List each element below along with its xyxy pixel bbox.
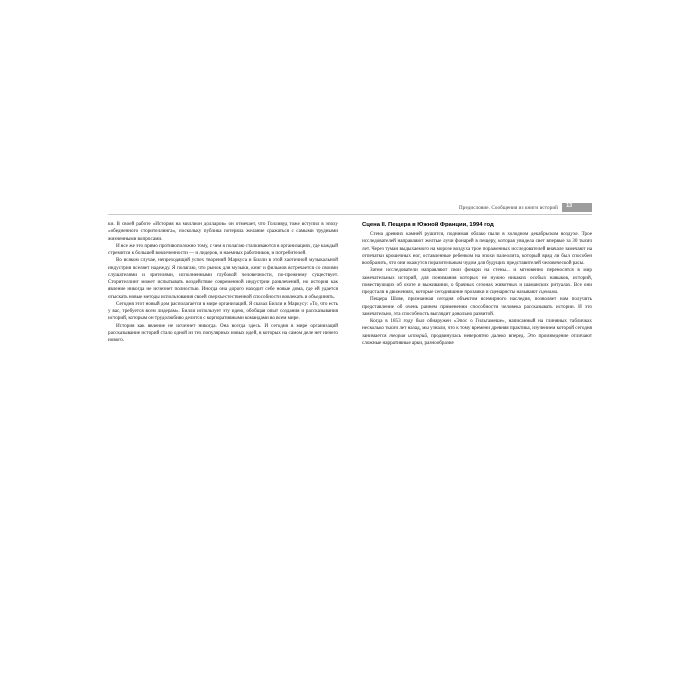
paragraph: Пещера Шове, признанная сегодня объектом всемирного наследия, позволяет нам получить представление об очень раннем применении способности человека рассказывать истории. И это замечательно, эта способность выглядит довольно развитой. [362, 296, 592, 317]
paragraph: Сегодня этот новый дом располагается в мире организаций. Я сказал Билли и Маркусу: «То, что есть у вас, требуется всем лидерам». Билли использует эту идею, обобщая опыт создания и рассказывания историй, которым он трудолюбиво делится с корпоративными командами во всем мире. [108, 300, 338, 322]
paragraph: История как явление не исчезнет никогда. Она всегда здесь. И сегодня в мире организаций рассказывание историй стало одной из тех популярных новых идей, в которых на самом деле нет ничего нового. [108, 322, 338, 343]
right-column [362, 221, 592, 347]
running-head: Предисловие. Сообщения из книги историй [459, 205, 558, 211]
paragraph: Затем исследователи направляют свои фонари на стены... и мгновенно переносятся в мир замечательных историй, для понимания которых не нужно никаких особых навыков, историй, повествующих об охоте и выживании, о брачных сезонах животных и шаманских ритуалах. Все они предстали в движениях, которые сегодняшние прозаики и сценаристы называют сценами. [362, 267, 592, 295]
paragraph: Во всяком случае, непреходящий успех творений Маркуса и Билли в этой хаотичной музыкальной индустрии вселяет надежду. Я полагаю, что рынок для музыки, книг и фильмов встречается со своими слушателями и зрителями, исполненными глубокой человечности, по-прежнему существует. Сторителлинг может испытывать воздействие современной индустрии развлечений, но история как явление никогда не исчезнет полностью. Иногда она дорого находит себе новые дома, где ей удается отыскать новые методы использования своей сверхъестественной способности вовлекать и объединять. [108, 257, 338, 300]
paragraph: И все же это прямо противоположно тому, с чем я полагаю сталкиваются в организациях, где каждый стремится к большей вовлеченности — и лидеров, и наемных работников, и потребителей. [108, 242, 338, 256]
page-number: 13 [566, 202, 572, 209]
header-rule [108, 214, 592, 215]
text-columns [108, 221, 592, 347]
paragraph: Когда в 1853 году был обнаружен «Эпос о Гильгамеше», написанный на глиняных табличках несколько тысяч лет назад, мы узнали, что к тому времени древняя практика, изучением которой сегодня занимается теория историй, продвинулась невероятно далеко вперед. Это произведение отличают сложные нарративные арки, разнообразие [362, 318, 592, 346]
left-column [108, 221, 338, 347]
paragraph: ки. В своей работе «История на миллион долларов» он отмечает, что Голливуд тоже вступил в эпоху «обедненного сторителлинга», поскольку публика потеряла желание сражаться с самыми трудными жизненными вопросами. [108, 221, 338, 242]
scene-heading: Сцена II. Пещера в Южной Франции, 1994 год [362, 222, 494, 228]
paragraph: Стена древних камней рушится, поднимая облако пыли в холодном декабрьском воздухе. Трое исследователей направляют желтые лучи фонарей в пещеру, которая увидела свет впервые за 30 тысяч лет. Через туман выдыхаемого на морозе воздуха трое пораженных исследователей вначале замечают на отпечатки крошечных ног, оставленные ребенком на эпохи палеолита, который вряд ли был способен вообразить, что они окажутся поразительным чудом для будущих представителей человеческой расы. [362, 231, 592, 266]
page-header [108, 202, 592, 219]
page-content [108, 202, 592, 505]
